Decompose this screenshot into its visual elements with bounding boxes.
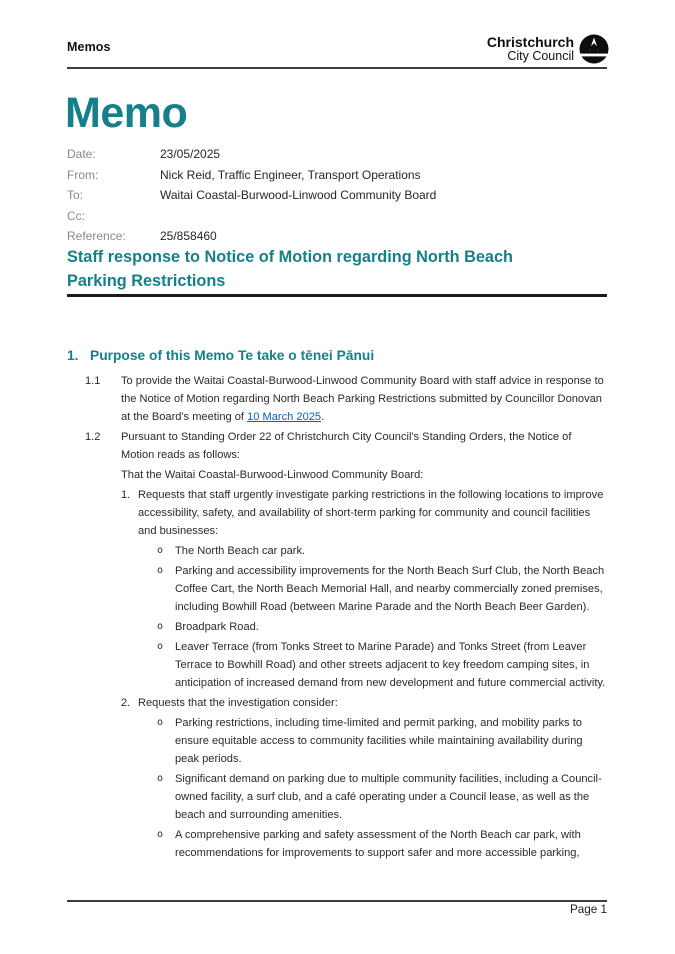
field-row-reference bbox=[67, 226, 607, 247]
motion-item-2 bbox=[121, 694, 607, 712]
motion-intro: That the Waitai Coastal-Burwood-Linwood Community Board: bbox=[121, 469, 424, 481]
bullet-item bbox=[157, 714, 607, 768]
list-number: 1. bbox=[121, 489, 131, 501]
paragraph-text: Pursuant to Standing Order 22 of Christchurch City Council's Standing Orders, the Notice of Motion reads as follows: bbox=[121, 431, 572, 461]
field-label: From: bbox=[67, 167, 99, 182]
memo-title: Memo bbox=[65, 89, 188, 137]
field-label: To: bbox=[67, 188, 84, 202]
bullet-item bbox=[157, 770, 607, 824]
page-header bbox=[67, 34, 609, 64]
header-divider bbox=[67, 67, 607, 69]
page-number: Page 1 bbox=[569, 903, 607, 916]
paragraph-number: 1.1 bbox=[85, 375, 101, 387]
bullet-marker: o bbox=[157, 773, 164, 784]
field-row-date bbox=[67, 144, 607, 165]
motion-item-1 bbox=[121, 486, 607, 540]
paragraph-number: 1.2 bbox=[85, 431, 101, 443]
section-1-heading bbox=[67, 346, 607, 365]
footer-divider bbox=[67, 900, 607, 902]
field-label: Reference: bbox=[67, 229, 126, 243]
field-row-from bbox=[67, 165, 607, 186]
paragraph-1-2 bbox=[67, 428, 607, 464]
bullet-marker: o bbox=[157, 545, 164, 556]
bullet-text: A comprehensive parking and safety assessment of the North Beach car park, with recommendations for improvements to support safer and more accessible parking, bbox=[175, 829, 581, 859]
bullet-text: Parking and accessibility improvements for the North Beach Surf Club, the North Beach Coffee Cart, the North Beach Memorial Hall, and nearby commercially zoned premises, including Bowhill Road (between Marine Parade and the North Beach Beer Garden). bbox=[175, 565, 605, 613]
field-value: Nick Reid, Traffic Engineer, Transport Operations bbox=[160, 167, 421, 182]
council-logo bbox=[487, 34, 609, 64]
council-logo-icon bbox=[579, 34, 609, 64]
bullet-item bbox=[157, 562, 607, 616]
council-logo-line1: Christchurch bbox=[486, 33, 574, 50]
meeting-date-link[interactable]: 10 March 2025 bbox=[247, 411, 322, 423]
bullet-item bbox=[157, 826, 607, 862]
bullet-marker: o bbox=[157, 565, 164, 576]
list-item-text: Requests that staff urgently investigate parking restrictions in the following locations to improve accessibility, safety, and availability of short-term parking for community and council facilities and businesses: bbox=[138, 489, 604, 537]
bullet-marker: o bbox=[157, 621, 164, 632]
bullet-marker: o bbox=[157, 641, 164, 652]
header-doc-type: Memos bbox=[67, 40, 111, 54]
paragraph-text bbox=[121, 372, 607, 426]
paragraph-1-1 bbox=[67, 372, 607, 426]
field-value bbox=[160, 206, 607, 227]
bullet-text: Parking restrictions, including time-limited and permit parking, and mobility parks to ensure equitable access to community facilities while maintaining availability during peak periods. bbox=[175, 717, 583, 765]
bullet-marker: o bbox=[157, 717, 164, 728]
bullet-item bbox=[157, 618, 607, 636]
section-title: Purpose of this Memo Te take o tēnei Pānui bbox=[90, 348, 375, 363]
memo-fields bbox=[67, 144, 607, 247]
bullet-text: Broadpark Road. bbox=[175, 621, 259, 633]
bullet-text: The North Beach car park. bbox=[175, 545, 306, 557]
list-number: 2. bbox=[121, 697, 131, 709]
bullet-text: Leaver Terrace (from Tonks Street to Marine Parade) and Tonks Street (from Leaver Terrace to Bowhill Road) and other streets adjacent to key freedom camping sites, in anticipation of increased demand from new development and future commercial activity. bbox=[175, 641, 606, 689]
field-row-cc bbox=[67, 206, 607, 227]
bullet-text: Significant demand on parking due to multiple community facilities, including a Council-owned facility, a surf club, and a café operating under a Council lease, as well as the beach and surrounding amenities. bbox=[175, 773, 602, 821]
council-logo-text bbox=[487, 35, 574, 64]
field-label: Cc: bbox=[67, 208, 85, 223]
paragraph-text-segment: To provide the Waitai Coastal-Burwood-Linwood Community Board with staff advice in response to the Notice of Motion regarding North Beach Parking Restrictions submitted by Councillor Donovan at the Board's meeting of bbox=[121, 375, 604, 423]
memo-subject-title: Staff response to Notice of Motion regarding North Beach Parking Restrictions bbox=[67, 248, 513, 290]
subject-divider bbox=[67, 294, 607, 297]
list-item-text: Requests that the investigation consider: bbox=[138, 697, 338, 709]
council-logo-line2: City Council bbox=[507, 48, 574, 63]
section-number: 1. bbox=[67, 348, 79, 363]
field-value: 23/05/2025 bbox=[160, 147, 221, 161]
memo-body bbox=[67, 346, 607, 864]
field-value: Waitai Coastal-Burwood-Linwood Community Board bbox=[160, 188, 437, 202]
field-label: Date: bbox=[67, 147, 96, 161]
field-row-to bbox=[67, 185, 607, 206]
paragraph-text-segment: . bbox=[321, 411, 325, 423]
field-value: 25/858460 bbox=[160, 229, 217, 243]
bullet-item bbox=[157, 542, 607, 560]
bullet-item bbox=[157, 638, 607, 692]
bullet-marker: o bbox=[157, 829, 164, 840]
